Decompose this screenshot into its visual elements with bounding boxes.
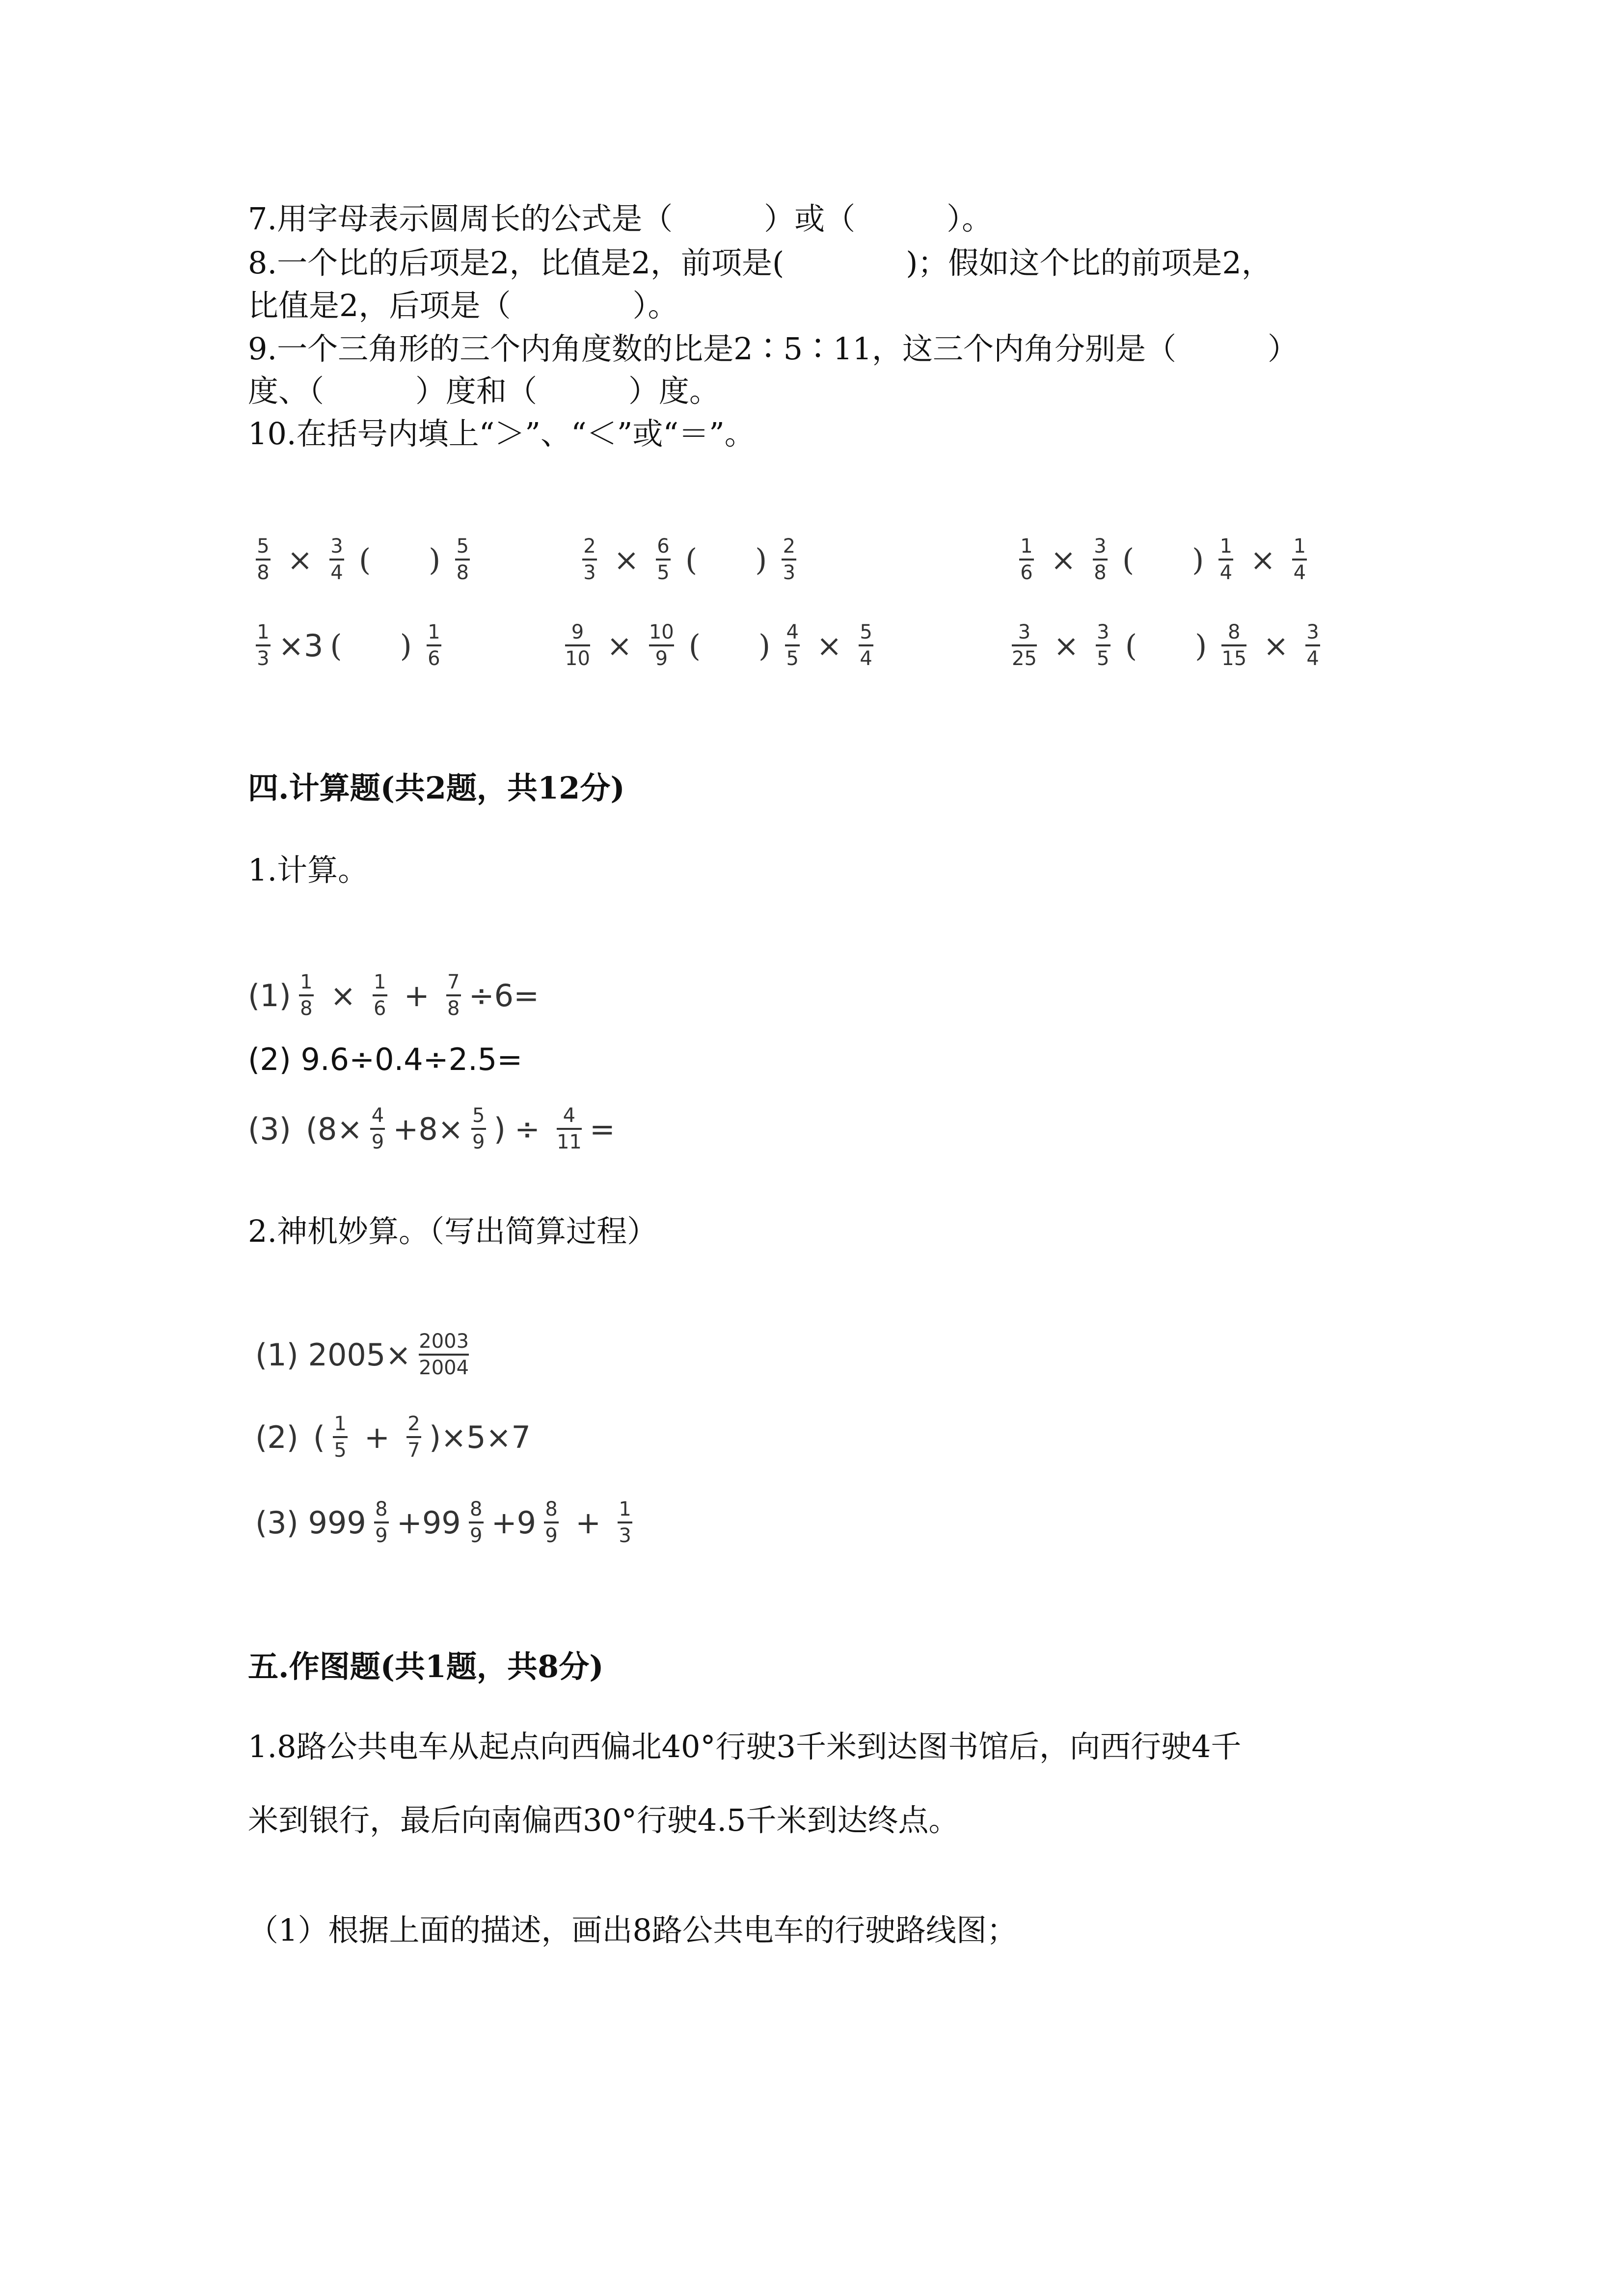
expression-part: +99 (396, 1504, 461, 1541)
fraction: $\frac{5}{8}$ (256, 536, 271, 583)
answer-blank-open: ( (330, 627, 342, 664)
fraction: $\frac{4}{11}$ (556, 1104, 582, 1153)
answer-blank-open: ( (358, 541, 371, 578)
fraction: $\frac{3}{4}$ (1305, 622, 1320, 669)
compare-item (248, 606, 449, 685)
section-5-title: 五.作图题(共1题，共8分) (248, 1649, 604, 1684)
answer-blank-close: ) (429, 541, 441, 578)
compare-item (557, 606, 881, 685)
equals-sign: = (589, 1111, 615, 1147)
answer-blank-close: ) (758, 627, 771, 664)
plus-sign: + (364, 1419, 390, 1455)
section-4-question-1: 1.计算。 (248, 852, 369, 888)
expression-tail: )×5×7 (429, 1419, 531, 1455)
expression-tail: ÷6= (468, 977, 540, 1014)
fraction: $\frac{8}{15}$ (1221, 621, 1247, 670)
fraction: $\frac{1}{4}$ (1218, 536, 1233, 583)
expression-part: +9 (491, 1504, 537, 1541)
item-label: (3) 999 (255, 1504, 366, 1541)
expression-part: ( (313, 1419, 325, 1455)
answer-blank-open: ( (685, 541, 698, 578)
times-sign: × (1051, 541, 1076, 578)
answer-blank-open: ( (1125, 627, 1137, 664)
question-8-line-1: 8.一个比的后项是2，比值是2，前项是( )；假如这个比的前项是2， (248, 245, 1272, 281)
fraction: $\frac{5}{8}$ (455, 536, 470, 583)
section-5-question-1-line-2: 米到银行，最后向南偏西30°行驶4.5千米到达终点。 (248, 1802, 959, 1838)
times-sign: × (1250, 541, 1276, 578)
answer-blank-open: ( (688, 627, 701, 664)
fraction: $\frac{5}{4}$ (859, 622, 873, 669)
question-7: 7.用字母表示圆周长的公式是（ ）或（ ）。 (248, 201, 993, 237)
expression-part: +8× (393, 1111, 463, 1147)
question-10: 10.在括号内填上“＞”、“＜”或“＝”。 (248, 416, 755, 452)
calc-item-2: (2) 9.6÷0.4÷2.5= (248, 1041, 523, 1077)
divide-sign: ÷ (514, 1111, 540, 1147)
fraction: $\frac{2}{3}$ (582, 536, 597, 583)
fraction: $\frac{8}{9}$ (469, 1499, 484, 1546)
fraction: $\frac{10}{9}$ (649, 621, 674, 670)
fraction: $\frac{3}{4}$ (329, 536, 344, 583)
fraction: $\frac{1}{5}$ (333, 1414, 348, 1461)
item-label: (1) 2005× (255, 1336, 411, 1373)
answer-blank-close: ) (1192, 541, 1204, 578)
fraction: $\frac{3}{8}$ (1093, 536, 1108, 583)
fraction: $\frac{1}{3}$ (618, 1499, 632, 1546)
fraction: $\frac{1}{6}$ (427, 622, 441, 669)
compare-item (1011, 520, 1315, 599)
fraction: $\frac{3}{25}$ (1012, 621, 1037, 670)
expression-part: (8× (305, 1111, 363, 1147)
fraction: $\frac{8}{9}$ (544, 1499, 559, 1546)
section-5-subquestion-1: （1）根据上面的描述，画出8路公共电车的行驶路线图； (248, 1912, 1017, 1948)
times-sign: × (614, 541, 639, 578)
fraction: $\frac{1}{3}$ (256, 622, 271, 669)
section-4-title: 四.计算题(共2题，共12分) (248, 770, 625, 806)
item-label: (2) (255, 1419, 298, 1455)
compare-item (1004, 606, 1328, 685)
answer-blank-open: ( (1122, 541, 1135, 578)
section-4-question-2: 2.神机妙算。（写出简算过程） (248, 1213, 658, 1249)
compare-item (248, 520, 478, 599)
times-sign: × (330, 977, 356, 1014)
times-sign: × (816, 627, 842, 664)
fraction: $\frac{4}{9}$ (370, 1105, 385, 1152)
fraction: $\frac{1}{4}$ (1292, 536, 1307, 583)
fraction: $\frac{1}{8}$ (299, 972, 314, 1019)
times-sign: × (1053, 627, 1079, 664)
fraction: $\frac{3}{5}$ (1096, 622, 1110, 669)
fraction: $\frac{5}{9}$ (471, 1105, 486, 1152)
fraction: $\frac{9}{10}$ (565, 621, 590, 670)
fraction: $\frac{6}{5}$ (656, 536, 671, 583)
question-9-line-2: 度、（ ）度和（ ）度。 (248, 373, 720, 409)
fraction: $\frac{2003}{2004}$ (419, 1330, 469, 1379)
expression-part: ) (493, 1111, 506, 1147)
times-three: ×3 (278, 627, 324, 664)
plus-sign: + (575, 1504, 601, 1541)
answer-blank-close: ) (755, 541, 767, 578)
item-label: (3) (248, 1111, 291, 1147)
times-sign: × (287, 541, 313, 578)
fraction: $\frac{1}{6}$ (1019, 536, 1034, 583)
answer-blank-close: ) (1195, 627, 1207, 664)
compare-item (574, 520, 804, 599)
fraction: $\frac{1}{6}$ (373, 972, 387, 1019)
answer-blank-close: ) (400, 627, 412, 664)
fraction: $\frac{7}{8}$ (446, 972, 461, 1019)
question-8-line-2: 比值是2，后项是（ ）。 (248, 288, 678, 323)
question-9-line-1: 9.一个三角形的三个内角度数的比是2∶5∶11，这三个内角分别是（ ） (248, 331, 1298, 367)
times-sign: × (1263, 627, 1289, 664)
plus-sign: + (404, 977, 430, 1014)
fraction: $\frac{2}{3}$ (782, 536, 796, 583)
times-sign: × (606, 627, 632, 664)
fraction: $\frac{4}{5}$ (785, 622, 800, 669)
section-5-question-1-line-1: 1.8路公共电车从起点向西偏北40°行驶3千米到达图书馆后，向西行驶4千 (248, 1729, 1242, 1764)
fraction: $\frac{2}{7}$ (406, 1414, 421, 1461)
fraction: $\frac{8}{9}$ (374, 1499, 389, 1546)
item-label: (1) (248, 977, 291, 1014)
